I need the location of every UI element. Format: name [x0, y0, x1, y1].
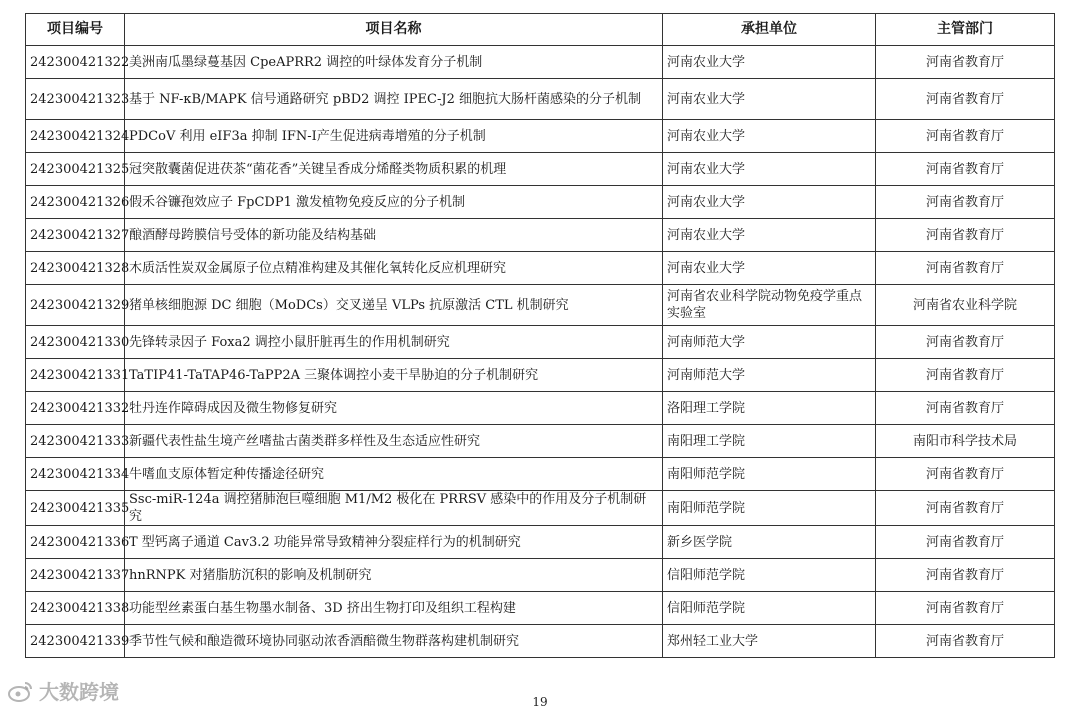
cell-dept: 河南省教育厅	[876, 592, 1055, 625]
cell-dept: 河南省教育厅	[876, 526, 1055, 559]
cell-unit: 郑州轻工业大学	[663, 625, 876, 658]
table-row	[26, 252, 1055, 285]
cell-dept: 河南省教育厅	[876, 252, 1055, 285]
cell-project-name: 功能型丝素蛋白基生物墨水制备、3D 挤出生物打印及组织工程构建	[125, 592, 663, 625]
cell-dept: 河南省教育厅	[876, 491, 1055, 526]
table-row	[26, 46, 1055, 79]
cell-project-name: 假禾谷镰孢效应子 FpCDP1 激发植物免疫反应的分子机制	[125, 186, 663, 219]
table-row	[26, 285, 1055, 326]
cell-project-id: 242300421334	[26, 458, 125, 491]
table-row	[26, 153, 1055, 186]
cell-dept: 南阳市科学技术局	[876, 425, 1055, 458]
cell-unit: 河南农业大学	[663, 120, 876, 153]
cell-project-name: 牡丹连作障碍成因及微生物修复研究	[125, 392, 663, 425]
table-body	[26, 46, 1055, 658]
cell-dept: 河南省教育厅	[876, 219, 1055, 252]
cell-dept: 河南省教育厅	[876, 186, 1055, 219]
cell-project-name: PDCoV 利用 eIF3a 抑制 IFN-Ⅰ产生促进病毒增殖的分子机制	[125, 120, 663, 153]
cell-unit: 河南农业大学	[663, 219, 876, 252]
cell-project-name: 牛嗜血支原体暂定种传播途径研究	[125, 458, 663, 491]
cell-project-name: T 型钙离子通道 Cav3.2 功能异常导致精神分裂症样行为的机制研究	[125, 526, 663, 559]
cell-project-id: 242300421339	[26, 625, 125, 658]
table-header-row	[26, 14, 1055, 46]
project-table	[25, 13, 1055, 658]
table-row	[26, 186, 1055, 219]
cell-dept: 河南省教育厅	[876, 46, 1055, 79]
table-row	[26, 120, 1055, 153]
table-row	[26, 219, 1055, 252]
cell-project-id: 242300421328	[26, 252, 125, 285]
cell-dept: 河南省教育厅	[876, 120, 1055, 153]
cell-dept: 河南省教育厅	[876, 359, 1055, 392]
cell-dept: 河南省教育厅	[876, 153, 1055, 186]
cell-project-name: hnRNPK 对猪脂肪沉积的影响及机制研究	[125, 559, 663, 592]
table-row	[26, 392, 1055, 425]
cell-dept: 河南省教育厅	[876, 392, 1055, 425]
cell-project-name: 新疆代表性盐生境产丝嗜盐古菌类群多样性及生态适应性研究	[125, 425, 663, 458]
cell-unit: 河南农业大学	[663, 252, 876, 285]
header-undertaking-unit: 承担单位	[663, 14, 876, 46]
table-row	[26, 359, 1055, 392]
cell-unit: 南阳理工学院	[663, 425, 876, 458]
watermark-text: 大数跨境	[39, 680, 119, 704]
table-row	[26, 559, 1055, 592]
cell-project-id: 242300421327	[26, 219, 125, 252]
cell-project-id: 242300421331	[26, 359, 125, 392]
header-project-name: 项目名称	[125, 14, 663, 46]
cell-unit: 洛阳理工学院	[663, 392, 876, 425]
cell-project-id: 242300421335	[26, 491, 125, 526]
cell-unit: 信阳师范学院	[663, 592, 876, 625]
cell-project-id: 242300421322	[26, 46, 125, 79]
cell-project-id: 242300421330	[26, 326, 125, 359]
cell-project-id: 242300421337	[26, 559, 125, 592]
table-row	[26, 425, 1055, 458]
cell-project-name: 冠突散囊菌促进茯茶“菌花香”关键呈香成分烯醛类物质积累的机理	[125, 153, 663, 186]
table-row	[26, 458, 1055, 491]
cell-unit: 南阳师范学院	[663, 458, 876, 491]
cell-project-name: 季节性气候和酿造微环境协同驱动浓香酒醅微生物群落构建机制研究	[125, 625, 663, 658]
cell-project-id: 242300421326	[26, 186, 125, 219]
cell-project-name: Ssc-miR-124a 调控猪肺泡巨噬细胞 M1/M2 极化在 PRRSV 感染中的作用及分子机制研究	[125, 491, 663, 526]
table-row	[26, 592, 1055, 625]
cell-project-name: 美洲南瓜墨绿蔓基因 CpeAPRR2 调控的叶绿体发育分子机制	[125, 46, 663, 79]
cell-unit: 信阳师范学院	[663, 559, 876, 592]
cell-project-name: 基于 NF-κB/MAPK 信号通路研究 pBD2 调控 IPEC-J2 细胞抗大肠杆菌感染的分子机制	[125, 79, 663, 120]
cell-unit: 河南农业大学	[663, 186, 876, 219]
cell-project-id: 242300421336	[26, 526, 125, 559]
cell-project-name: 酿酒酵母跨膜信号受体的新功能及结构基础	[125, 219, 663, 252]
cell-dept: 河南省教育厅	[876, 625, 1055, 658]
cell-project-name: 猪单核细胞源 DC 细胞（MoDCs）交叉递呈 VLPs 抗原激活 CTL 机制研究	[125, 285, 663, 326]
cell-project-id: 242300421324	[26, 120, 125, 153]
cell-dept: 河南省教育厅	[876, 559, 1055, 592]
cell-project-name: TaTIP41-TaTAP46-TaPP2A 三聚体调控小麦干旱胁迫的分子机制研究	[125, 359, 663, 392]
cell-unit: 河南农业大学	[663, 153, 876, 186]
page-number: 19	[532, 695, 548, 709]
cell-dept: 河南省教育厅	[876, 79, 1055, 120]
table-row	[26, 625, 1055, 658]
cell-project-id: 242300421333	[26, 425, 125, 458]
cell-project-id: 242300421329	[26, 285, 125, 326]
table-row	[26, 79, 1055, 120]
cell-project-id: 242300421323	[26, 79, 125, 120]
cell-project-id: 242300421338	[26, 592, 125, 625]
cell-dept: 河南省教育厅	[876, 326, 1055, 359]
cell-project-name: 先锋转录因子 Foxa2 调控小鼠肝脏再生的作用机制研究	[125, 326, 663, 359]
cell-unit: 河南省农业科学院动物免疫学重点实验室	[663, 285, 876, 326]
cell-unit: 河南师范大学	[663, 326, 876, 359]
cell-unit: 河南农业大学	[663, 79, 876, 120]
table-row	[26, 526, 1055, 559]
cell-project-id: 242300421332	[26, 392, 125, 425]
cell-project-name: 木质活性炭双金属原子位点精准构建及其催化氧转化反应机理研究	[125, 252, 663, 285]
cell-unit: 河南师范大学	[663, 359, 876, 392]
cell-unit: 南阳师范学院	[663, 491, 876, 526]
cell-unit: 新乡医学院	[663, 526, 876, 559]
cell-dept: 河南省农业科学院	[876, 285, 1055, 326]
table-row	[26, 326, 1055, 359]
cell-dept: 河南省教育厅	[876, 458, 1055, 491]
table-row	[26, 491, 1055, 526]
header-supervising-dept: 主管部门	[876, 14, 1055, 46]
cell-unit: 河南农业大学	[663, 46, 876, 79]
header-project-id: 项目编号	[26, 14, 125, 46]
cell-project-id: 242300421325	[26, 153, 125, 186]
